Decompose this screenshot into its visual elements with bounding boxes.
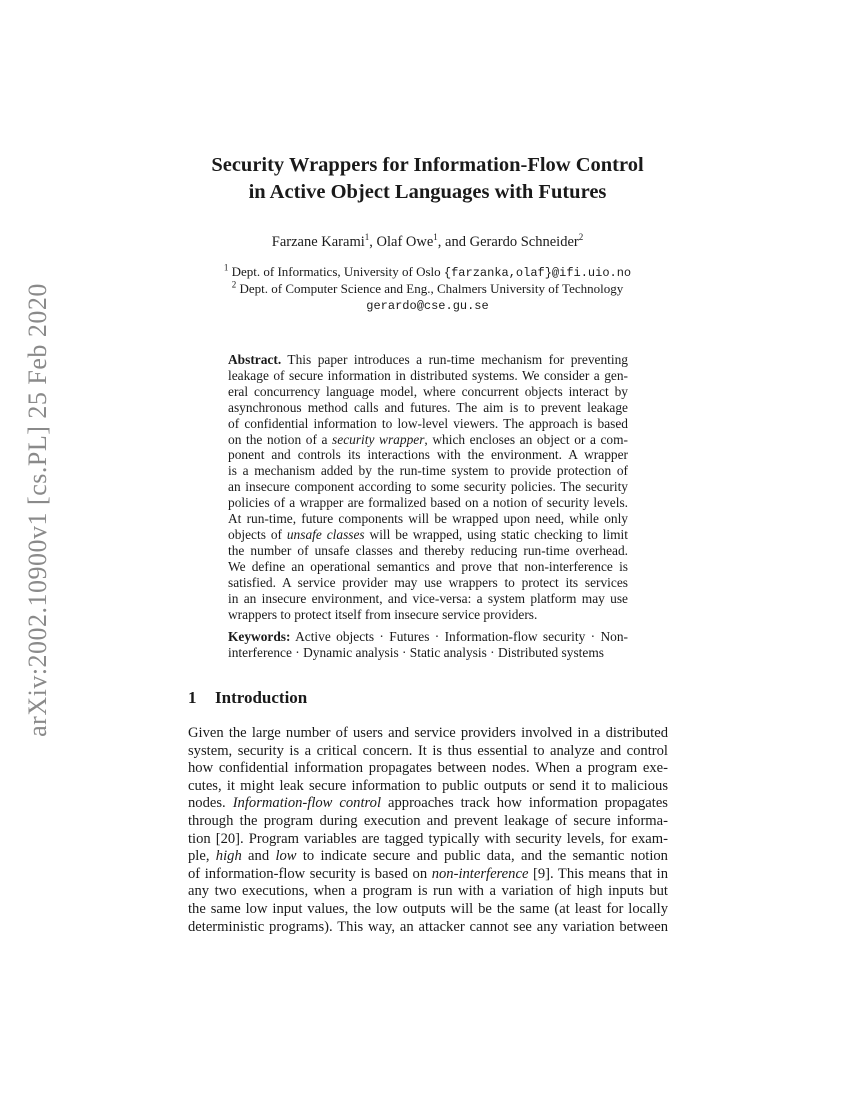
affiliation-1: $^1$ Dept. of Informatics, University of Oslo {farzanka,olaf}@ifi.uio.no [223,262,632,280]
section-number: 1 [188,688,197,707]
abstract-line: At run-time, future components will be wrapped upon need, while only [228,511,628,527]
title-line-1: Security Wrappers for Information-Flow Control [211,154,644,176]
author-name: Farzane Karami [271,234,365,250]
abstract-line: policies of a wrapper are formalized based on a notion of security levels. [228,495,628,511]
abstract-line: leakage of secure information in distributed systems. We consider a gen- [228,367,628,383]
abstract-line: ponent and controls its interactions with the environment. A wrapper [228,447,628,463]
keywords-label: Keywords: [228,629,291,644]
abstract-line: Abstract. This paper introduces a run-time mechanism for preventing [228,352,628,367]
affiliation-email: {farzanka,olaf}@ifi.uio.no [443,266,632,280]
abstract [228,352,628,622]
abstract-line: objects of unsafe classes will be wrapped, using static checking to limit [228,526,628,542]
keywords-line: Keywords: Active objects · Futures · Information-flow security · Non- [228,629,628,644]
keywords-line: interference · Dynamic analysis · Static analysis · Distributed systems [228,645,604,660]
author-affiliation-mark: 2 [578,232,584,243]
body-line: Given the large number of users and service providers involved in a distributed [188,725,668,741]
body-line: cutes, it might leak secure information to public outputs or send it to malicious [188,777,668,794]
author-affiliation-mark: 1 [364,232,370,243]
body-line: how confidential information propagates between nodes. When a program exe- [188,760,668,777]
affiliation-2-email: gerardo@cse.gu.se [366,299,489,313]
abstract-line: eral concurrency language model, where concurrent objects interact by [228,383,628,399]
abstract-line: the number of unsafe classes and thereby reducing run-time overhead. [228,542,628,558]
author-affiliation-mark: 1 [433,232,438,243]
author-name: , Olaf Owe [369,234,434,250]
body-line: ple, high and low to indicate secure and public data, and the semantic notion [188,848,668,865]
abstract-line: of confidential information to low-level viewers. The approach is based [228,415,628,431]
section-heading [188,688,307,708]
body-line: deterministic programs). This way, an attacker cannot see any variation between [188,918,668,935]
abstract-line: asynchronous method calls and futures. The aim is to prevent leakage [228,399,628,415]
author-list [150,233,705,251]
abstract-line: on the notion of a security wrapper, which encloses an object or a com- [228,431,628,447]
author-name: , and Gerardo Schneider [437,234,579,250]
affiliation-2: $^2$ Dept. of Computer Science and Eng., Chalmers University of Technology [231,279,624,296]
abstract-line: satisfied. A service provider may use wrappers to protect its services [228,574,628,590]
body-line: any two executions, when a program is run with a variation of high inputs but [188,883,668,900]
abstract-line: an insecure component according to some security policies. The security [228,479,628,495]
introduction-text [188,725,668,936]
arxiv-identifier: arXiv:2002.10900v1 [cs.PL] 25 Feb 2020 [23,283,52,737]
abstract-line: We define an operational semantics and prove that non-interference is [228,558,628,574]
paper-title [150,152,705,206]
abstract-line: wrappers to protect itself from insecure service providers. [228,606,538,622]
body-line: through the program during execution and prevent leakage of secure informa- [188,812,668,829]
body-line: system, security is a critical concern. It is thus essential to analyze and control [188,742,668,759]
body-line: nodes. Information-flow control approaches track how information propagates [188,795,668,812]
body-line: of information-flow security is based on non-interference [9]. This means that in [188,865,669,882]
body-line: tion [20]. Program variables are tagged typically with security levels, for exam- [188,830,668,847]
title-line-2: in Active Object Languages with Futures [248,181,607,203]
section-title: Introduction [215,688,308,707]
keywords [228,629,628,661]
affiliations [150,264,705,314]
body-line: the same low input values, the low outputs will be the same (at least for locally [188,900,668,917]
abstract-line: in an insecure environment, and vice-versa: a system platform may use [228,590,628,606]
abstract-label: Abstract. [228,352,282,367]
abstract-line: is a mechanism added by the run-time system to provide protection of [228,463,628,479]
